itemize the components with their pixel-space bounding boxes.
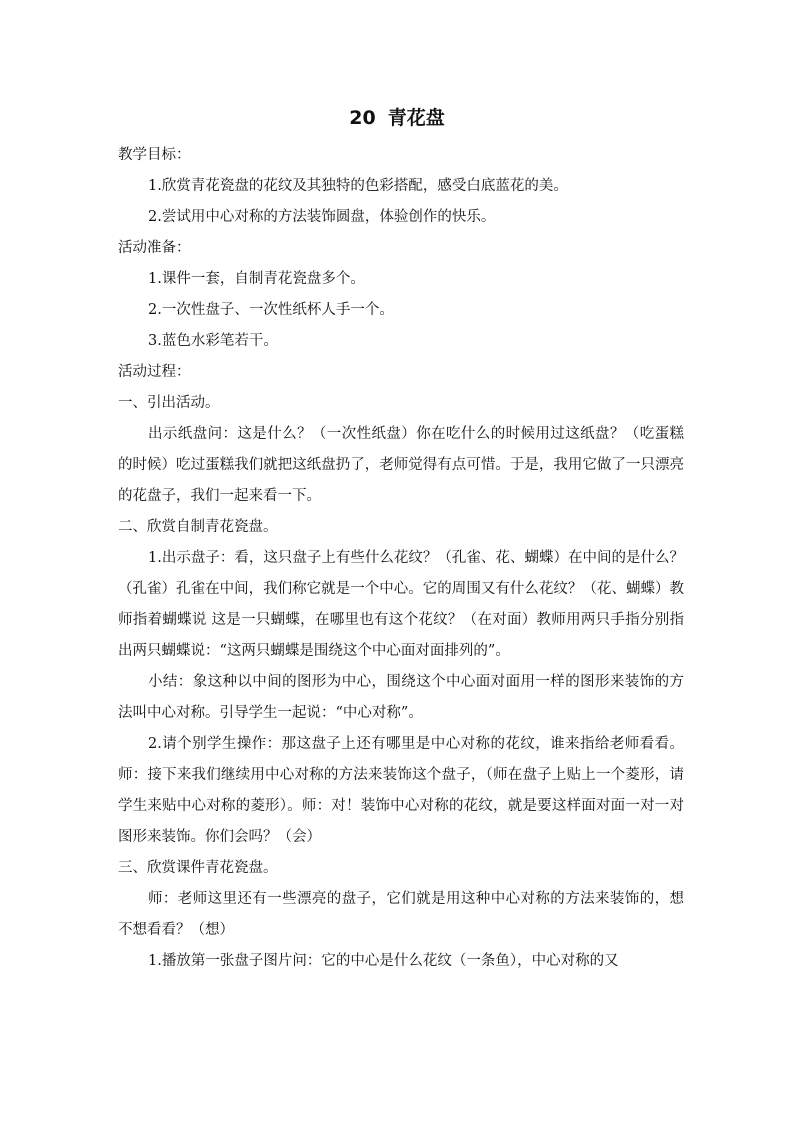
section-heading: 三、欣赏课件青花瓷盘。 (118, 860, 278, 876)
paragraph: 师：老师这里还有一些漂亮的盘子，它们就是用这种中心对称的方法来装饰的，想不想看看？（想） (118, 891, 684, 938)
paragraph: 1.播放第一张盘子图片问：它的中心是什么花纹（一条鱼），中心对称的又 (148, 953, 619, 969)
paragraph: 2.尝试用中心对称的方法装饰圆盘，体验创作的快乐。 (148, 209, 496, 225)
document-body (118, 140, 684, 977)
paragraph: 出示纸盘问：这是什么？（一次性纸盘）你在吃什么的时候用过这纸盘？（吃蛋糕的时候）吃过蛋糕我们就把这纸盘扔了，老师觉得有点可惜。于是，我用它做了一只漂亮的花盘子，我们一起来看一下。 (118, 426, 684, 504)
section-heading: 一、引出活动。 (118, 395, 220, 411)
section-heading: 教学目标： (118, 147, 191, 163)
section-heading: 活动准备： (118, 240, 191, 256)
paragraph: 1.欣赏青花瓷盘的花纹及其独特的色彩搭配，感受白底蓝花的美。 (148, 178, 568, 194)
title-number: 20 (349, 107, 376, 129)
document-title (0, 104, 794, 132)
title-text: 青花盘 (387, 107, 445, 129)
paragraph: 3.蓝色水彩笔若干。 (148, 333, 278, 349)
section-heading: 活动过程： (118, 364, 191, 380)
paragraph: 小结：象这种以中间的图形为中心，围绕这个中心面对面用一样的图形来装饰的方法叫中心对称。引导学生一起说：“中心对称”。 (118, 674, 684, 721)
paragraph: 2.请个别学生操作：那这盘子上还有哪里是中心对称的花纹，谁来指给老师看看。师：接下来我们继续用中心对称的方法来装饰这个盘子，（师在盘子上贴上一个菱形，请学生来贴中心对称的菱形）。师：对！装饰中心对称的花纹，就是要这样面对面一对一对图形来装饰。你们会吗？（会） (118, 736, 684, 845)
paragraph: 1.出示盘子：看，这只盘子上有些什么花纹？（孔雀、花、蝴蝶）在中间的是什么？（孔雀）孔雀在中间，我们称它就是一个中心。它的周围又有什么花纹？（花、蝴蝶）教师指着蝴蝶说 这是一只蝴蝶，在哪里也有这个花纹？（在对面）教师用两只手指分别指出两只蝴蝶说：“这两只蝴蝶是围绕这个中心面对面排列的”。 (118, 550, 684, 659)
paragraph: 1.课件一套，自制青花瓷盘多个。 (148, 271, 365, 287)
paragraph: 2.一次性盘子、一次性纸杯人手一个。 (148, 302, 394, 318)
section-heading: 二、欣赏自制青花瓷盘。 (118, 519, 278, 535)
